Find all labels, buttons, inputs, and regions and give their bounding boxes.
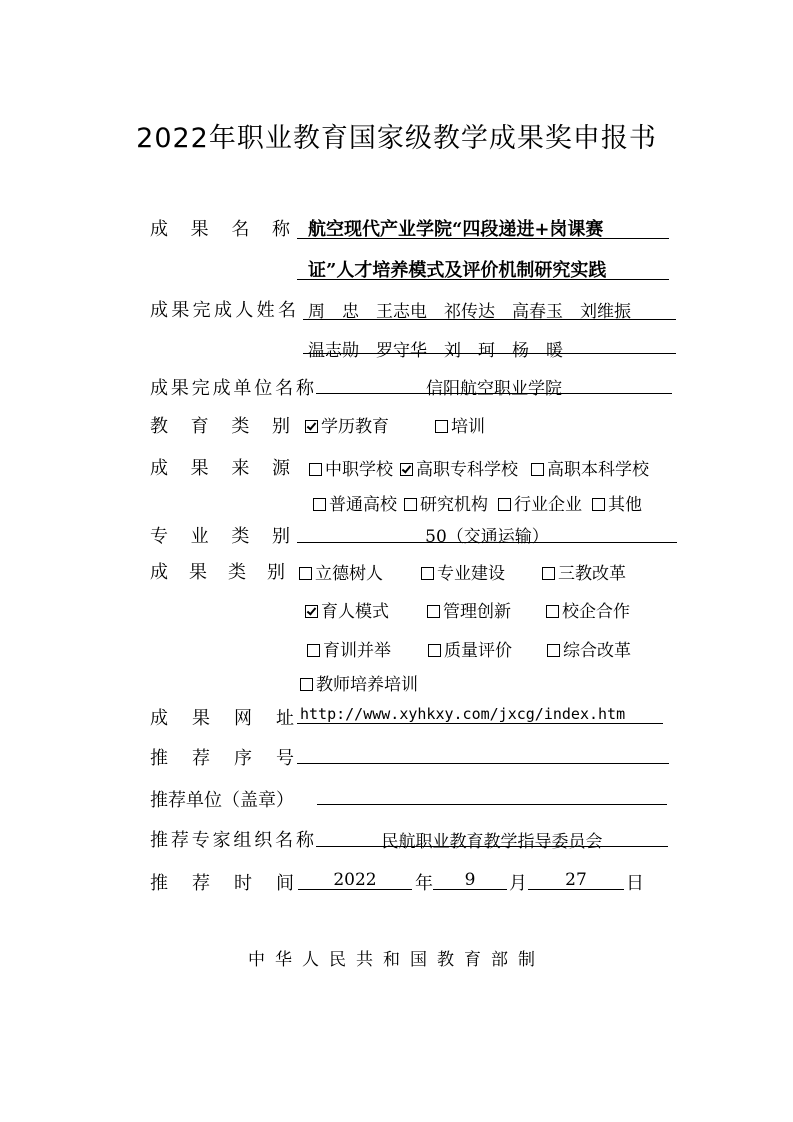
label-completers: 成果完成人姓名 bbox=[150, 300, 296, 321]
option-quality-evaluation[interactable]: 质量评价 bbox=[428, 636, 512, 661]
checkbox-icon[interactable] bbox=[309, 463, 322, 476]
label-recommend-number: 推荐序号 bbox=[150, 748, 294, 769]
underline bbox=[297, 542, 677, 543]
option-management-innovation[interactable]: 管理创新 bbox=[427, 597, 511, 622]
underline bbox=[316, 846, 668, 847]
year-unit: 年 bbox=[415, 873, 433, 894]
month-unit: 月 bbox=[509, 873, 527, 894]
url-value[interactable]: http://www.xyhkxy.com/jxcg/index.htm bbox=[300, 705, 626, 723]
option-research-institute[interactable]: 研究机构 bbox=[404, 490, 488, 515]
checkbox-icon[interactable] bbox=[546, 605, 559, 618]
label-education-type: 教育类别 bbox=[150, 416, 290, 437]
checkbox-icon[interactable] bbox=[435, 420, 448, 433]
label-major-category: 专业类别 bbox=[150, 526, 290, 547]
underline bbox=[433, 889, 507, 890]
achievement-name-line2: 证”人才培养模式及评价机制研究实践 bbox=[308, 260, 607, 281]
label-achievement-name: 成果名称 bbox=[150, 219, 290, 240]
option-moral-education[interactable]: 立德树人 bbox=[299, 559, 383, 584]
label-expert-group: 推荐专家组织名称 bbox=[150, 830, 314, 851]
underline bbox=[317, 804, 667, 805]
underline bbox=[297, 238, 669, 239]
option-school-enterprise[interactable]: 校企合作 bbox=[546, 597, 630, 622]
checkbox-icon[interactable] bbox=[404, 498, 417, 511]
option-three-teaching-reform[interactable]: 三教改革 bbox=[542, 559, 626, 584]
document-title: 2022年职业教育国家级教学成果奖申报书 bbox=[136, 123, 657, 154]
option-education-model[interactable]: 育人模式 bbox=[305, 597, 389, 622]
label-url: 成果网址 bbox=[150, 708, 294, 729]
option-secondary-vocational[interactable]: 中职学校 bbox=[309, 455, 393, 480]
underline bbox=[297, 763, 669, 764]
checkbox-icon[interactable] bbox=[531, 463, 544, 476]
checkbox-icon[interactable] bbox=[421, 567, 434, 580]
major-category-value: 50（交通运输） bbox=[425, 527, 549, 547]
checkbox-icon[interactable] bbox=[547, 644, 560, 657]
checkbox-icon[interactable] bbox=[313, 498, 326, 511]
underline bbox=[303, 353, 676, 354]
checkbox-icon[interactable] bbox=[307, 644, 320, 657]
checkbox-icon[interactable] bbox=[300, 678, 313, 691]
checkbox-icon[interactable] bbox=[400, 463, 413, 476]
option-higher-vocational-college[interactable]: 高职专科学校 bbox=[400, 455, 518, 480]
label-recommend-time: 推荐时间 bbox=[150, 873, 294, 894]
underline bbox=[528, 889, 624, 890]
checkbox-icon[interactable] bbox=[592, 498, 605, 511]
checkbox-icon[interactable] bbox=[427, 605, 440, 618]
label-recommend-unit: 推荐单位（盖章） bbox=[150, 790, 294, 811]
label-achievement-category: 成果类别 bbox=[150, 562, 285, 583]
completing-unit-value: 信阳航空职业学院 bbox=[426, 379, 562, 399]
checkbox-icon[interactable] bbox=[428, 644, 441, 657]
underline bbox=[297, 723, 663, 724]
label-completing-unit: 成果完成单位名称 bbox=[150, 378, 314, 399]
checkbox-icon[interactable] bbox=[299, 567, 312, 580]
checkbox-icon[interactable] bbox=[305, 605, 318, 618]
achievement-name-line1: 航空现代产业学院“四段递进+岗课赛 bbox=[308, 219, 604, 240]
underline bbox=[298, 889, 412, 890]
option-major-construction[interactable]: 专业建设 bbox=[421, 559, 505, 584]
option-academic-education[interactable]: 学历教育 bbox=[305, 412, 389, 437]
option-comprehensive-reform[interactable]: 综合改革 bbox=[547, 636, 631, 661]
underline bbox=[303, 319, 676, 320]
expert-group-value: 民航职业教育教学指导委员会 bbox=[381, 832, 603, 852]
recommend-day: 27 bbox=[565, 870, 587, 890]
option-training[interactable]: 培训 bbox=[435, 412, 485, 437]
completers-line1: 周 忠 王志电 祁传达 高春玉 刘维振 bbox=[308, 302, 631, 322]
underline bbox=[316, 393, 672, 394]
checkbox-icon[interactable] bbox=[498, 498, 511, 511]
label-source: 成果来源 bbox=[150, 458, 290, 479]
completers-line2: 温志勋 罗守华 刘 珂 杨 暖 bbox=[308, 341, 563, 361]
option-vocational-undergraduate[interactable]: 高职本科学校 bbox=[531, 455, 649, 480]
option-industry-enterprise[interactable]: 行业企业 bbox=[498, 490, 582, 515]
option-university[interactable]: 普通高校 bbox=[313, 490, 397, 515]
option-other[interactable]: 其他 bbox=[592, 490, 642, 515]
underline bbox=[297, 279, 669, 280]
recommend-month: 9 bbox=[464, 870, 476, 890]
day-unit: 日 bbox=[626, 873, 644, 894]
option-education-training[interactable]: 育训并举 bbox=[307, 636, 391, 661]
option-teacher-training[interactable]: 教师培养培训 bbox=[300, 670, 418, 695]
checkbox-icon[interactable] bbox=[305, 420, 318, 433]
checkbox-icon[interactable] bbox=[542, 567, 555, 580]
footer-issuer: 中华人民共和国教育部制 bbox=[248, 950, 545, 970]
recommend-year: 2022 bbox=[333, 870, 377, 890]
